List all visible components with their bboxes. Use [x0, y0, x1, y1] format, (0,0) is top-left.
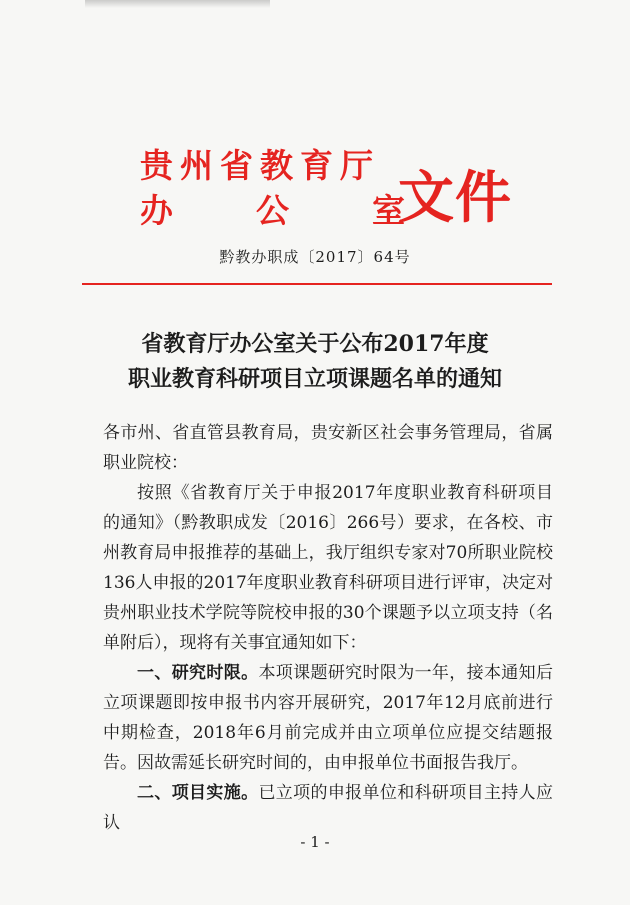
document-word: 文件	[398, 165, 512, 231]
section-2-heading: 二、项目实施。	[137, 783, 259, 803]
section-1-text: 本项课题研究时限为一年，接本通知后立项课题即按申报书内容开展研究，2017年12月底前进行中期检查，2018年6月前完成并由立项单位应提交结题报告。因故需延长研究时间的，由申报单位书面报告我厅。	[103, 663, 554, 773]
org-char: 室	[372, 191, 405, 230]
page-number: - 1 -	[300, 833, 330, 851]
paragraph-intro: 按照《省教育厅关于申报2017年度职业教育科研项目的通知》（黔教职成发〔2016〕266号）要求，在各校、市州教育局申报推荐的基础上，我厅组织专家对70所职业院校136人申报的2017年度职业教育科研项目进行评审，决定对贵州职业技术学院等院校申报的30个课题予以立项支持（名单附后），现将有关事宜通知如下：	[103, 483, 553, 653]
red-header	[0, 140, 630, 230]
paragraph-section-2	[103, 778, 553, 838]
section-2-text: 已立项的申报单位和科研项目主持人应认	[103, 783, 554, 833]
notice-title-line-1: 省教育厅办公室关于公布2017年度	[141, 331, 489, 357]
issuing-org-line-2	[140, 185, 405, 232]
paragraph-section-1	[103, 658, 553, 778]
notice-title-line-2: 职业教育科研项目立项课题名单的通知	[127, 366, 502, 392]
recipients: 各市州、省直管县教育局，贵安新区社会事务管理局，省属职业院校：	[103, 423, 553, 473]
red-separator-line	[82, 283, 552, 285]
org-char: 公	[256, 191, 289, 230]
issuing-org-line-1: 贵州省教育厅	[140, 146, 380, 185]
notice-body	[103, 418, 553, 838]
scan-artifact	[85, 0, 270, 8]
section-1-heading: 一、研究时限。	[137, 663, 259, 683]
org-char: 办	[140, 191, 173, 230]
document-number: 黔教办职成〔2017〕64号	[219, 248, 411, 266]
